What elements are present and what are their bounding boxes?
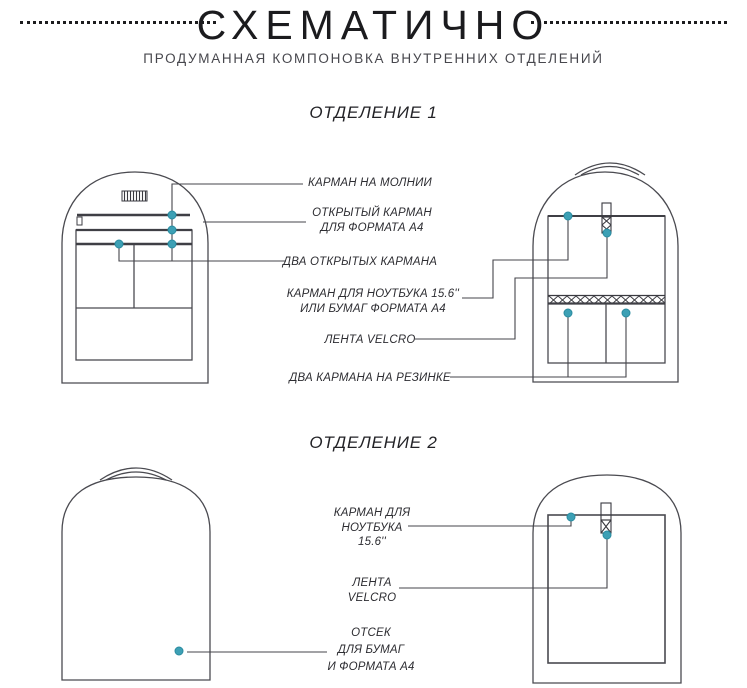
compartment1-inner-bag-drawing [533,163,678,382]
elastic-pockets-label: ДВА КАРМАНА НА РЕЗИНКЕ [289,372,451,384]
papers-compartment-label: ОТСЕК ДЛЯ БУМАГ И ФОРМАТА А4 [327,627,415,673]
bag-outline [62,172,208,383]
bag-handle [575,163,645,175]
velcro-strap-icon [601,503,611,533]
leader-elastic-pockets [450,313,626,377]
marker-dot [603,531,611,539]
velcro-strap-icon [602,203,611,233]
two-open-pockets-label: ДВА ОТКРЫТЫХ КАРМАНА [282,256,438,268]
compartment1-front-bag-drawing [62,172,208,383]
barcode-logo-icon [122,191,147,201]
marker-dot [168,211,176,219]
marker-dot [567,513,575,521]
velcro-label: ЛЕНТА VELCRO [324,334,416,346]
section1-heading: ОТДЕЛЕНИЕ 1 [309,103,438,122]
velcro-label-2: ЛЕНТА VELCRO [347,577,397,604]
marker-dot [564,309,572,317]
marker-dot [115,240,123,248]
zipper-pocket-label: КАРМАН НА МОЛНИИ [308,177,432,189]
open-a4-pocket-label: ОТКРЫТЫЙ КАРМАН ДЛЯ ФОРМАТА А4 [312,207,432,234]
bag-outline [62,477,210,680]
section2-heading: ОТДЕЛЕНИЕ 2 [309,433,438,452]
marker-dot [168,226,176,234]
laptop-pocket-label: КАРМАН ДЛЯ НОУТБУКА 15.6'' ИЛИ БУМАГ ФОРМАТА А4 [286,288,460,315]
bag-handle [100,468,172,480]
page-subtitle: ПРОДУМАННАЯ КОМПОНОВКА ВНУТРЕННИХ ОТДЕЛЕНИЙ [143,51,604,66]
compartment2-front-bag-drawing [62,468,210,680]
zipper-pull-icon [77,217,82,225]
marker-dot [564,212,572,220]
marker-dot [175,647,183,655]
marker-dot [168,240,176,248]
elastic-band [548,296,665,304]
marker-dot [603,229,611,237]
page-title: СХЕМАТИЧНО [196,2,551,48]
laptop-pocket-label-2: КАРМАН ДЛЯ НОУТБУКА 15.6'' [333,507,411,548]
marker-dot [622,309,630,317]
